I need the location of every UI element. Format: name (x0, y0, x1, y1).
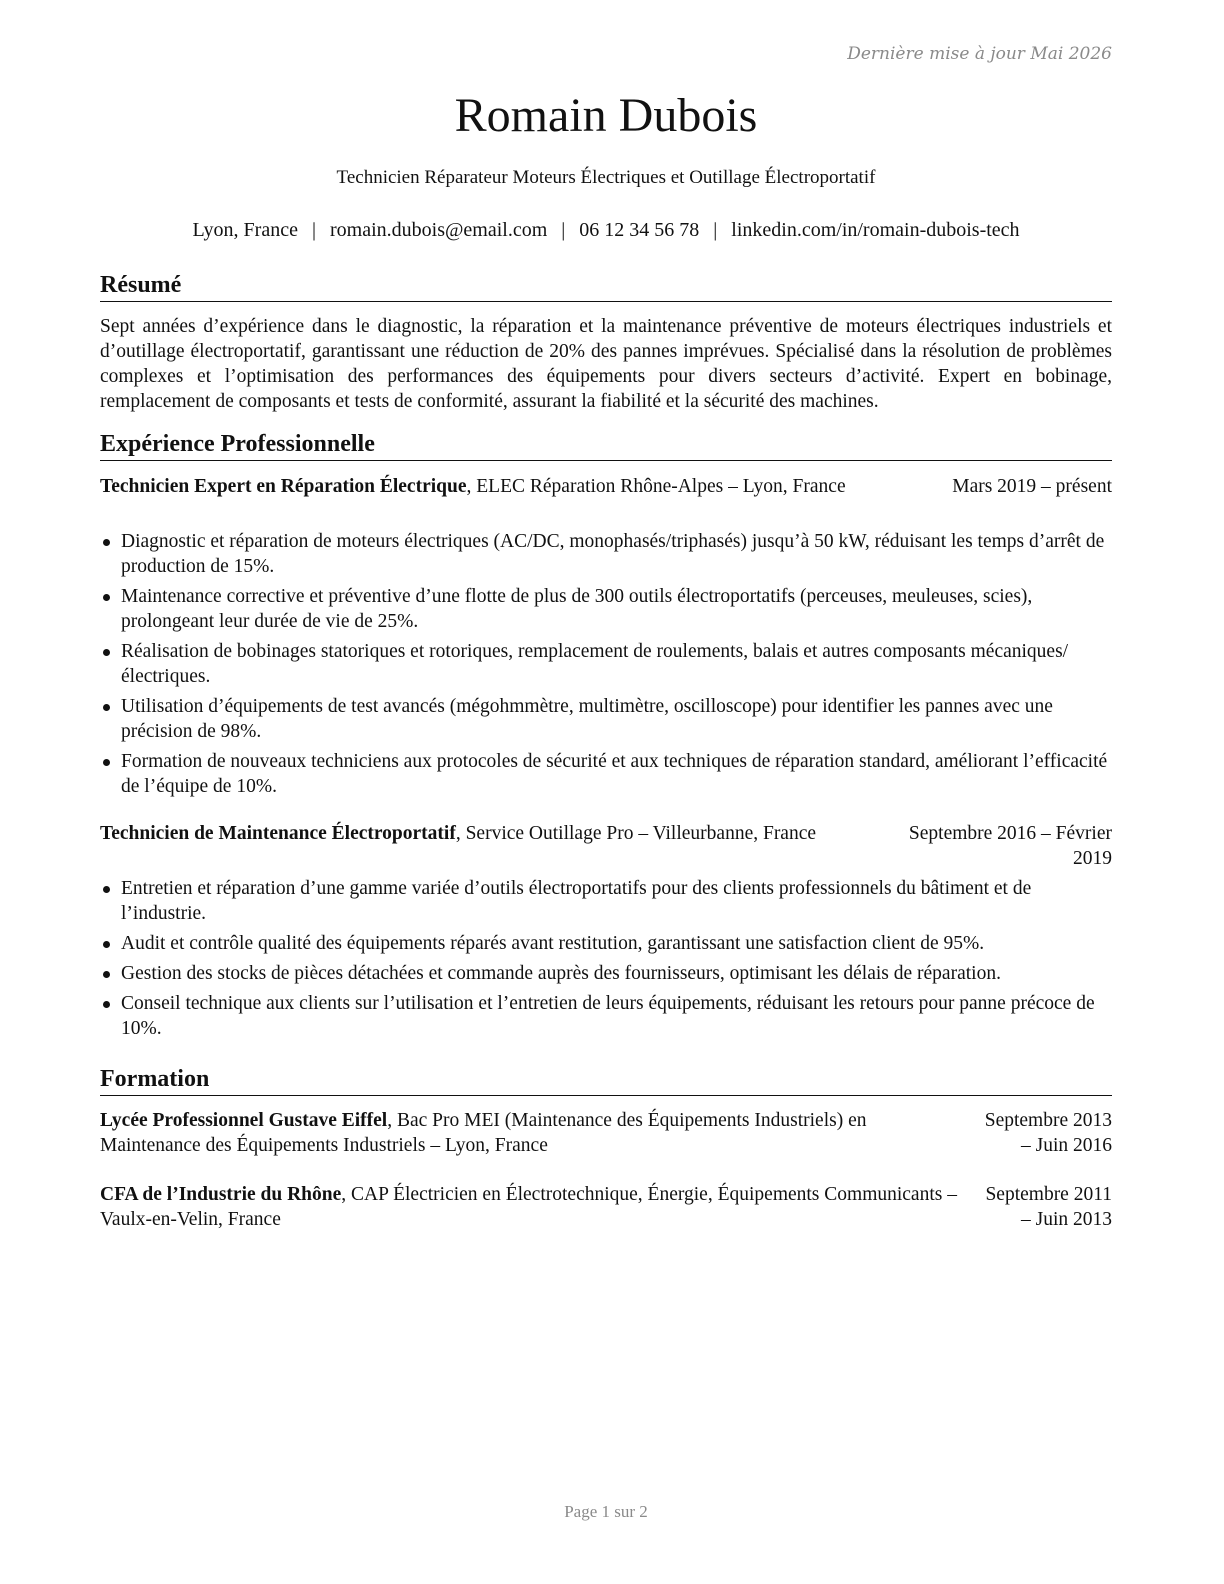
school-name: Lycée Professionnel Gustave Eiffel (100, 1110, 388, 1131)
job-title: Technicien Réparateur Moteurs Électriques et Outillage Électroportatif (336, 167, 876, 188)
job-role: Technicien de Maintenance Électroportatif (100, 823, 456, 844)
separator: | (713, 219, 718, 241)
separator: | (561, 219, 566, 241)
list-item: Maintenance corrective et préventive d’une flotte de plus de 300 outils électroportatifs (perceuses, meuleuses, scies), prolongeant leur durée de vie de 25%. (100, 584, 1112, 634)
job-role: Technicien Expert en Réparation Électrique (100, 476, 467, 497)
separator: | (311, 219, 316, 241)
email-link[interactable]: romain.dubois@email.com (329, 219, 548, 241)
contact-line (100, 219, 1112, 242)
job-details: , ELEC Réparation Rhône-Alpes – Lyon, France (466, 476, 846, 497)
degree-details: , Bac Pro MEI (Maintenance des Équipements Industriels) en Maintenance des Équipements Industriels – Lyon, France (100, 1110, 867, 1156)
linkedin-link[interactable]: linkedin.com/in/romain-dubois-tech (731, 219, 1020, 241)
candidate-name: Romain Dubois (454, 89, 758, 142)
list-item: Entretien et réparation d’une gamme variée d’outils électroportatifs pour des clients professionnels du bâtiment et de l’industrie. (100, 876, 1112, 926)
list-item: Réalisation de bobinages statoriques et rotoriques, remplacement de roulements, balais et autres composants mécaniques/électriques. (100, 639, 1112, 689)
section-title-education: Formation (100, 1065, 1112, 1096)
education-entry (100, 1182, 1112, 1232)
list-item: Conseil technique aux clients sur l’utilisation et l’entretien de leurs équipements, réduisant les retours pour panne précoce de 10%. (100, 991, 1112, 1041)
education-dates: Septembre 2013 – Juin 2016 (984, 1110, 1112, 1156)
resume-page (100, 0, 1112, 1584)
job-bullets (100, 529, 1112, 804)
last-updated: Dernière mise à jour Mai 2026 (847, 44, 1112, 64)
education-dates: Septembre 2011 – Juin 2013 (985, 1184, 1112, 1230)
section-title-summary: Résumé (100, 271, 1112, 302)
job-dates: Mars 2019 – présent (952, 476, 1112, 497)
degree-details: , CAP Électricien en Électrotechnique, Énergie, Équipements Communicants – Vaulx-en-Velin, France (100, 1184, 957, 1230)
summary-text: Sept années d’expérience dans le diagnostic, la réparation et la maintenance préventive de moteurs électriques industriels et d’outillage électroportatif, garantissant une réduction de 20% des pannes imprévues. Spécialisé dans la résolution de problèmes complexes et l’optimisation des performances des équipements pour divers secteurs d’activité. Expert en bobinage, remplacement de composants et tests de conformité, assurant la fiabilité et la sécurité des machines. (100, 316, 1112, 412)
list-item: Audit et contrôle qualité des équipements réparés avant restitution, garantissant une satisfaction client de 95%. (100, 931, 1112, 956)
school-name: CFA de l’Industrie du Rhône (100, 1184, 342, 1205)
job-details: , Service Outillage Pro – Villeurbanne, France (455, 823, 817, 844)
list-item: Diagnostic et réparation de moteurs électriques (AC/DC, monophasés/triphasés) jusqu’à 50 kW, réduisant les temps d’arrêt de production de 15%. (100, 529, 1112, 579)
job-dates: Septembre 2016 – Février 2019 (908, 823, 1112, 869)
page-number: Page 1 sur 2 (564, 1502, 648, 1521)
job-bullets (100, 876, 1112, 1046)
list-item: Gestion des stocks de pièces détachées et commande auprès des fournisseurs, optimisant les délais de réparation. (100, 961, 1112, 986)
section-title-experience: Expérience Professionnelle (100, 430, 1112, 461)
education-entry (100, 1108, 1112, 1158)
job-header (100, 474, 1112, 499)
location: Lyon, France (192, 219, 298, 241)
job-header (100, 821, 1112, 871)
list-item: Formation de nouveaux techniciens aux protocoles de sécurité et aux techniques de réparation standard, améliorant l’efficacité de l’équipe de 10%. (100, 749, 1112, 799)
phone-number[interactable]: 06 12 34 56 78 (579, 219, 700, 241)
list-item: Utilisation d’équipements de test avancés (mégohmmètre, multimètre, oscilloscope) pour identifier les pannes avec une précision de 98%. (100, 694, 1112, 744)
